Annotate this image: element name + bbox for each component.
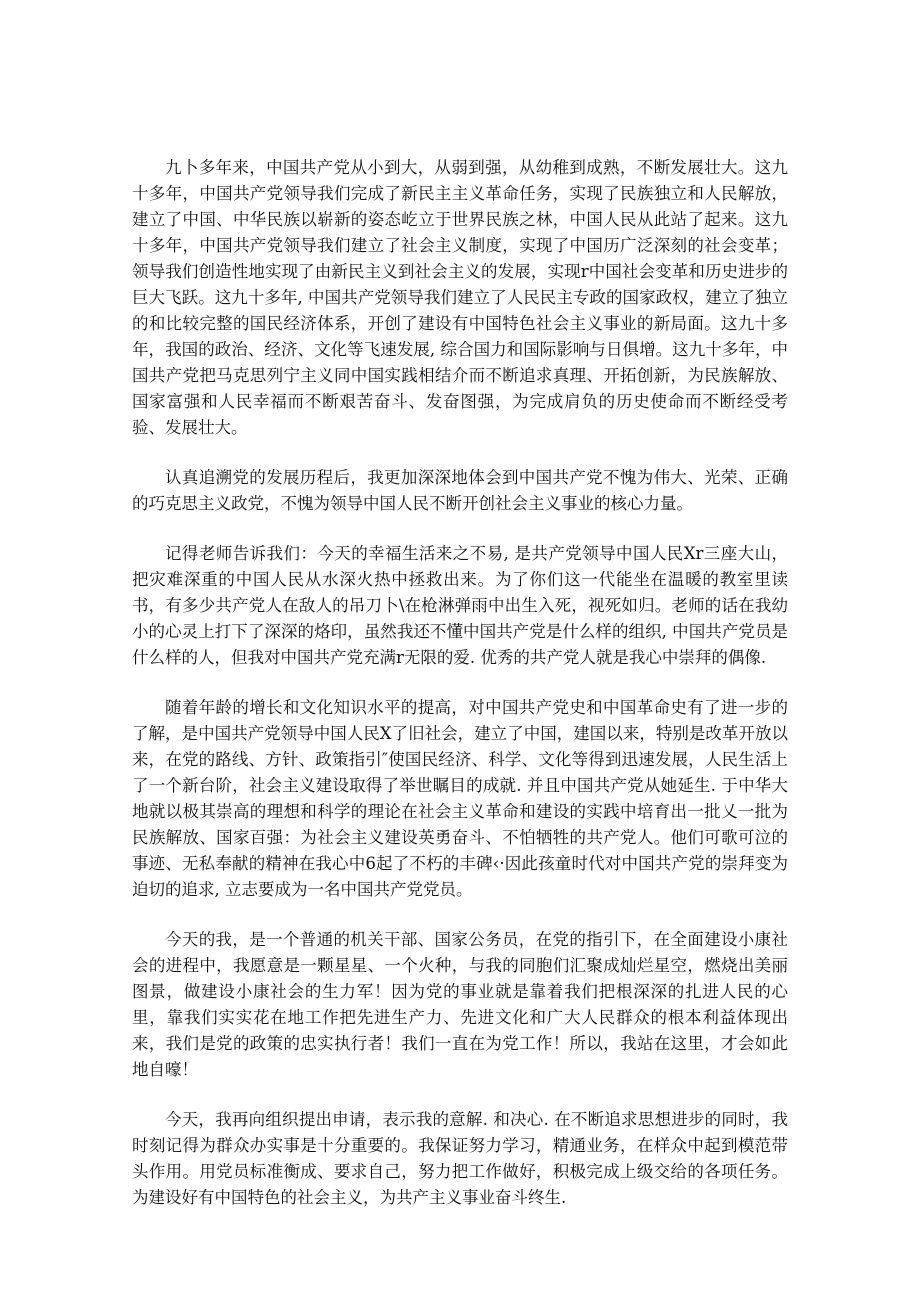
paragraph-5: 今天的我，是一个普通的机关干部、国家公务员，在党的指引下，在全面建设小康社会的进程中，我愿意是一颗星星、一个火种，与我的同胞们汇聚成灿烂星空，燃烧出美丽图景，做建设小康社会的生力军！因为党的事业就是靠着我们把根深深的扎进人民的心里，靠我们实实花在地工作把先进生产力、先进文化和广大人民群众的根本利益体现出来，我们是党的政策的忠实执行者！我们一直在为党工作！所以，我站在这里，才会如此地自嚎！ (132, 930, 788, 1079)
paragraph-1: 九卜多年来，中国共产党从小到大，从弱到强，从幼稚到成熟，不断发展壮大。这九十多年，中国共产党领导我们完成了新民主主义革命任务，实现了民族独立和人民解放，建立了中国、中华民族以崭新的姿态屹立于世界民族之林，中国人民从此站了起来。这九十多年，中国共产党领导我们建立了社会主义制度，实现了中国历广泛深刻的社会变革；领导我们创造性地实现了由新民主义到社会主义的发展，实现r中国社会变革和历史进步的巨大飞跃。这九十多年, 中国共产党领导我们建立了人民民主专政的国家政权，建立了独立的和比较完整的国民经济体系，开创了建设有中国特色社会主义事业的新局面。这九十多年，我国的政治、经济、文化等飞速发展, 综合国力和国际影响与日俱增。这九十多年，中国共产党把马克思列宁主义同中国实践相结介而不断追求真理、开拓创新，为民族解放、国家富强和人民幸福而不断艰苦奋斗、发奋图强，为完成肩负的历史使命而不断经受考验、发展壮大。 (132, 158, 788, 437)
paragraph-2: 认真追溯党的发展历程后，我更加深深地体会到中国共产党不愧为伟大、光荣、正确的巧克思主义政党，不愧为领导中国人民不断开创社会主义事业的核心力量。 (132, 468, 788, 513)
paragraph-4: 随着年龄的增长和文化知识水平的提高，对中国共产党史和中国革命史有了进一步的了解，是中国共产党领导中国人民X了旧社会，建立了中国，建国以来，特别是改革开放以来，在党的路线、方针、政策指引″使国民经济、科学、文化等得到迅速发展，人民生活上了一个新台阶，社会主义建设取得了举世瞩目的成就. 并且中国共产党从她延生. 于中华大地就以极其崇高的理想和科学的理论在社会主义革命和建设的实践中培育出一批乂一批为民族解放、国家百强：为社会主义建设英勇奋斗、不怕牺牲的共产党人。他们可歌可泣的事迹、无私奉献的精神在我心中6起了不朽的丰碑‹·因此孩童时代对中国共产党的崇拜变为迫切的追求, 立志要成为一名中国共产党党员。 (132, 698, 788, 899)
document-body (132, 155, 788, 1235)
paragraph-6: 今天，我再向组织提出申请，表示我的意解. 和决心. 在不断追求思想进步的同时，我时刻记得为群众办实事是十分重要的。我保证努力学习，精通业务，在样众中起到模范带头作用。用党员标准衡成、要求自己，努力把工作做好，积极完成上级交给的各项任务。为建设好有中国特色的社会主义，为共产主义事业奋斗终生. (132, 1110, 788, 1207)
paragraph-3: 记得老师告诉我们：今天的幸福生活来之不易, 是共产党领导中国人民Xr三座大山，把灾难深重的中国人民从水深火热中拯救出来。为了你们这一代能坐在温暖的教室里读书，有多少共产党人在敌人的吊刀卜\在枪淋弹雨中出生入死，视死如归。老师的话在我幼小的心灵上打下了深深的烙印，虽然我还不懂中国共产党是什么样的组织, 中国共产党员是什么样的人，但我对中国共产党充满r无限的爱. 优秀的共产党人就是我心中崇拜的偶像. (132, 544, 788, 667)
